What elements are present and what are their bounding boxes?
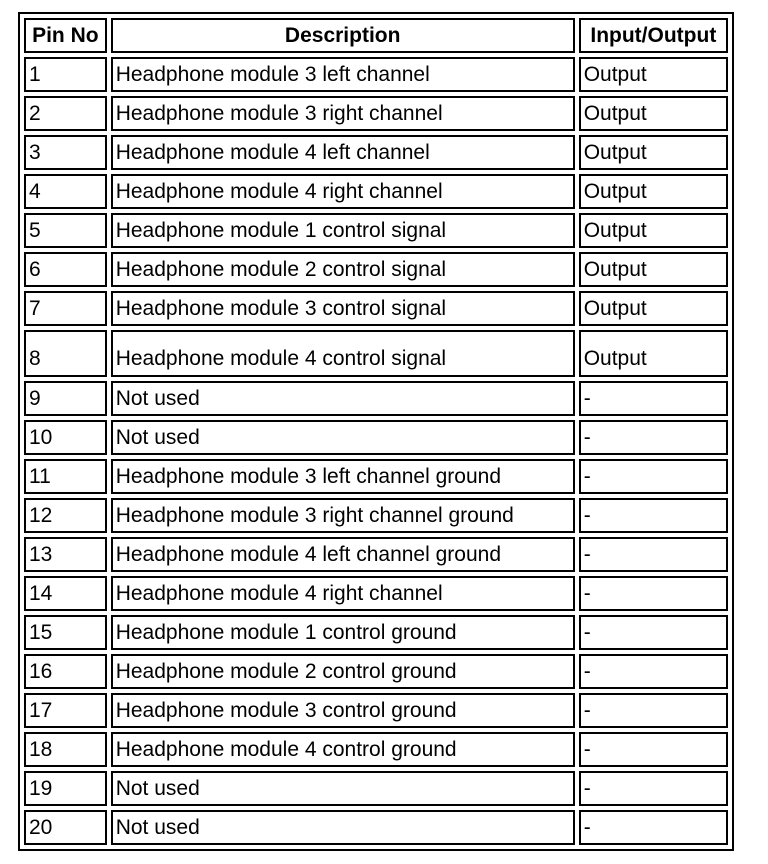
table-row xyxy=(24,537,728,572)
table-row xyxy=(24,174,728,209)
table-header xyxy=(24,18,728,53)
cell-pin-no: 16 xyxy=(24,654,107,689)
cell-description: Not used xyxy=(111,810,575,845)
cell-input-output: - xyxy=(579,693,728,728)
table-row xyxy=(24,810,728,845)
cell-input-output: - xyxy=(579,810,728,845)
cell-pin-no: 8 xyxy=(24,330,107,377)
cell-description: Headphone module 1 control signal xyxy=(111,213,575,248)
table-row xyxy=(24,576,728,611)
cell-input-output: - xyxy=(579,459,728,494)
cell-pin-no: 4 xyxy=(24,174,107,209)
cell-input-output: Output xyxy=(579,174,728,209)
table-row xyxy=(24,459,728,494)
cell-pin-no: 10 xyxy=(24,420,107,455)
cell-input-output: - xyxy=(579,537,728,572)
cell-description: Not used xyxy=(111,771,575,806)
table-row xyxy=(24,693,728,728)
cell-input-output: Output xyxy=(579,330,728,377)
cell-pin-no: 18 xyxy=(24,732,107,767)
table-row xyxy=(24,615,728,650)
cell-input-output: Output xyxy=(579,135,728,170)
table-row xyxy=(24,381,728,416)
table-row xyxy=(24,732,728,767)
cell-pin-no: 6 xyxy=(24,252,107,287)
cell-pin-no: 9 xyxy=(24,381,107,416)
cell-description: Headphone module 3 left channel xyxy=(111,57,575,92)
table-row xyxy=(24,252,728,287)
cell-pin-no: 19 xyxy=(24,771,107,806)
cell-input-output: Output xyxy=(579,96,728,131)
cell-pin-no: 5 xyxy=(24,213,107,248)
cell-description: Headphone module 3 right channel ground xyxy=(111,498,575,533)
cell-input-output: Output xyxy=(579,291,728,326)
cell-description: Headphone module 3 control signal xyxy=(111,291,575,326)
table-row xyxy=(24,420,728,455)
cell-pin-no: 15 xyxy=(24,615,107,650)
cell-description: Not used xyxy=(111,420,575,455)
cell-input-output: - xyxy=(579,654,728,689)
cell-input-output: Output xyxy=(579,57,728,92)
cell-input-output: - xyxy=(579,732,728,767)
header-description: Description xyxy=(111,18,575,53)
cell-pin-no: 11 xyxy=(24,459,107,494)
cell-description: Not used xyxy=(111,381,575,416)
cell-input-output: - xyxy=(579,615,728,650)
table-body xyxy=(24,57,728,845)
header-input-output: Input/Output xyxy=(579,18,728,53)
cell-input-output: - xyxy=(579,771,728,806)
cell-input-output: - xyxy=(579,420,728,455)
header-pin-no: Pin No xyxy=(24,18,107,53)
table-row xyxy=(24,96,728,131)
cell-pin-no: 13 xyxy=(24,537,107,572)
cell-description: Headphone module 4 control ground xyxy=(111,732,575,767)
cell-pin-no: 1 xyxy=(24,57,107,92)
table-row xyxy=(24,330,728,377)
cell-input-output: - xyxy=(579,498,728,533)
pin-table xyxy=(18,12,734,851)
table-row xyxy=(24,654,728,689)
cell-input-output: Output xyxy=(579,252,728,287)
cell-description: Headphone module 4 control signal xyxy=(111,330,575,377)
cell-pin-no: 20 xyxy=(24,810,107,845)
table-row xyxy=(24,291,728,326)
table-row xyxy=(24,213,728,248)
cell-description: Headphone module 2 control signal xyxy=(111,252,575,287)
cell-description: Headphone module 4 left channel ground xyxy=(111,537,575,572)
cell-description: Headphone module 3 left channel ground xyxy=(111,459,575,494)
cell-description: Headphone module 4 left channel xyxy=(111,135,575,170)
cell-description: Headphone module 2 control ground xyxy=(111,654,575,689)
header-row xyxy=(24,18,728,53)
table-row xyxy=(24,135,728,170)
cell-pin-no: 7 xyxy=(24,291,107,326)
cell-description: Headphone module 4 right channel xyxy=(111,576,575,611)
cell-description: Headphone module 1 control ground xyxy=(111,615,575,650)
cell-pin-no: 12 xyxy=(24,498,107,533)
cell-input-output: - xyxy=(579,576,728,611)
cell-pin-no: 17 xyxy=(24,693,107,728)
cell-input-output: - xyxy=(579,381,728,416)
table-row xyxy=(24,57,728,92)
cell-pin-no: 14 xyxy=(24,576,107,611)
cell-pin-no: 2 xyxy=(24,96,107,131)
cell-input-output: Output xyxy=(579,213,728,248)
cell-description: Headphone module 4 right channel xyxy=(111,174,575,209)
table-row xyxy=(24,771,728,806)
table-row xyxy=(24,498,728,533)
cell-description: Headphone module 3 control ground xyxy=(111,693,575,728)
cell-description: Headphone module 3 right channel xyxy=(111,96,575,131)
cell-pin-no: 3 xyxy=(24,135,107,170)
